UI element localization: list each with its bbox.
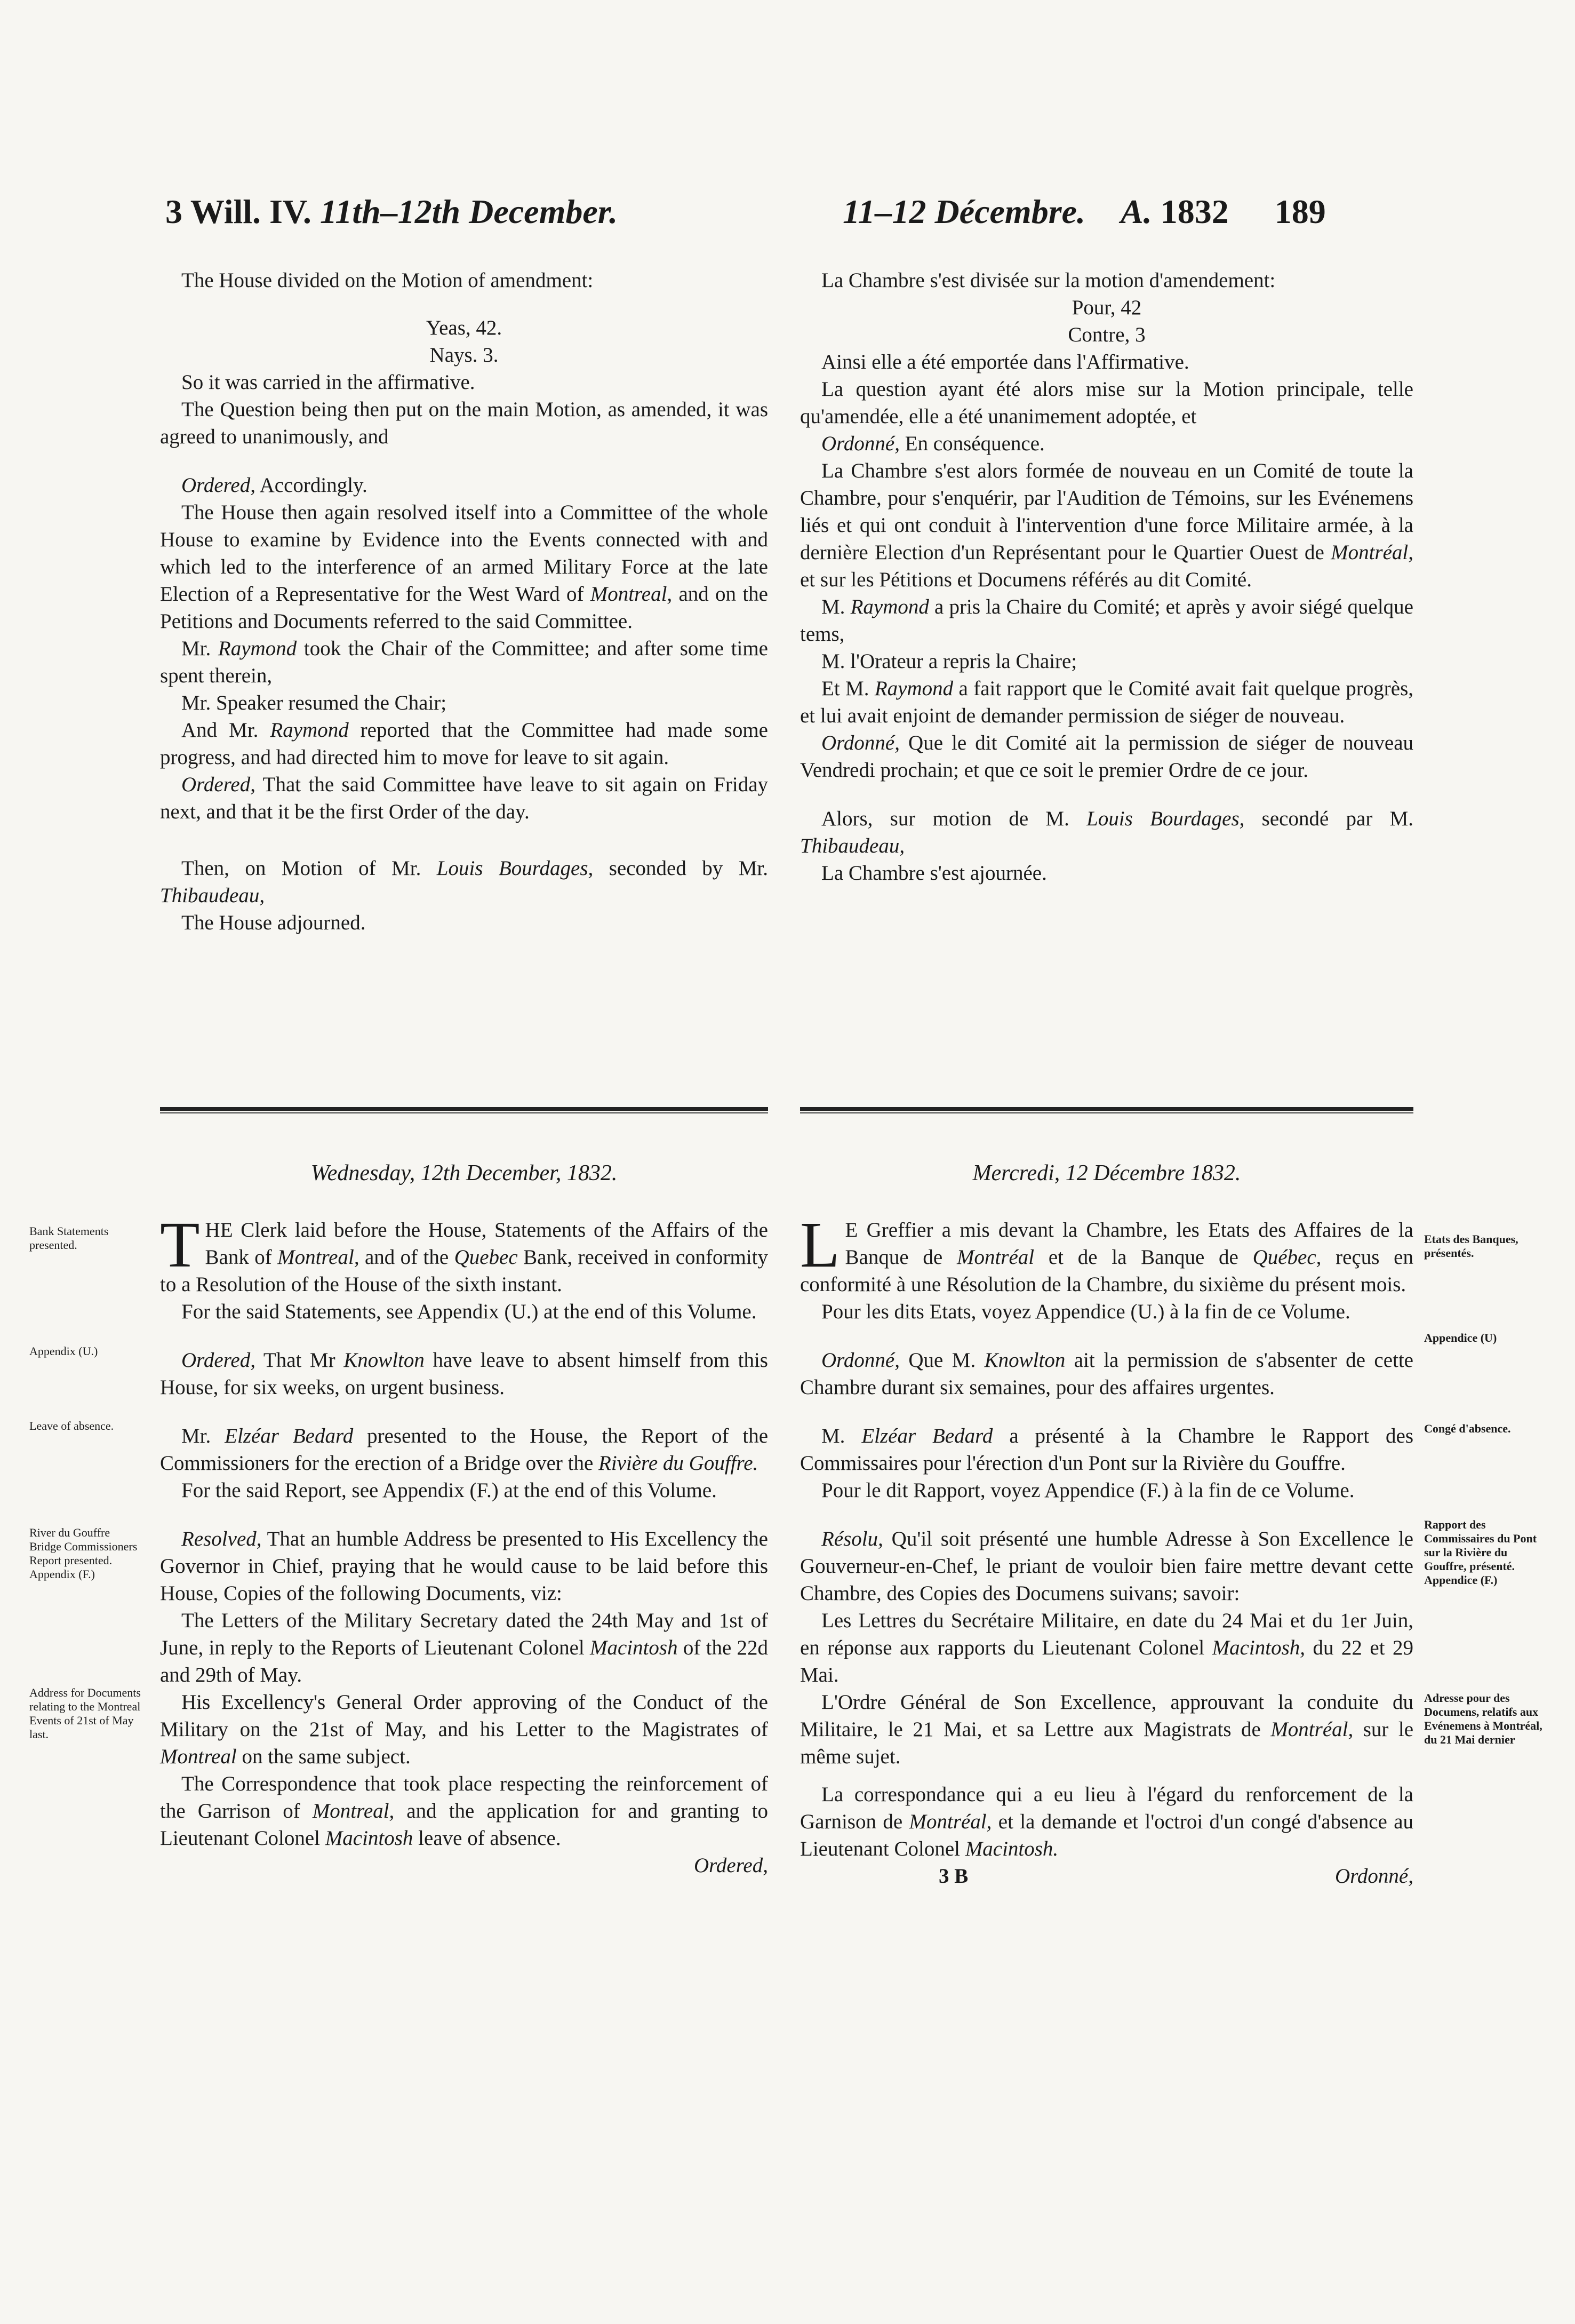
session-label: 3 Will. IV.: [165, 193, 311, 230]
bank-statements-paragraph: THE Clerk laid before the House, Statements of the Affairs of the Bank of Montreal, and of the Quebec Bank, received in conformity to a Resolution of the House of the sixth instant.: [160, 1209, 768, 1296]
carried-text-fr: Ainsi elle a été emportée dans l'Affirmative.: [821, 351, 1189, 373]
nays-count: Nays. 3.: [429, 344, 499, 367]
main-motion-text: The Question being then put on the main Motion, as amended, it was agreed to unanimously, and: [160, 398, 768, 448]
header-left: [165, 192, 618, 232]
carried-text: So it was carried in the affirmative.: [181, 371, 475, 394]
adjourn-motion: Then, on Motion of Mr. Louis Bourdages, seconded by Mr. Thibaudeau,: [160, 857, 769, 907]
house-adjourned-fr: La Chambre s'est ajournée.: [821, 862, 1047, 885]
committee-resolution-fr: La Chambre s'est alors formée de nouveau en un Comité de toute la Chambre, pour s'enquérir, par l'Audition de Témoins, sur les Evénemens liés et qui ont conduit à l'intervention d'une force Militaire armée, à la dernière Election d'un Représentant pour le Quartier Ouest de Montréal, et sur les Pétitions et Documens référés au dit Comité.: [800, 459, 1413, 591]
header-year: 1832: [1160, 193, 1229, 230]
dropcap-l: L: [800, 1209, 840, 1281]
ordonne-consequence: Ordonné, En conséquence.: [821, 432, 1045, 455]
division-text-fr: La Chambre s'est divisée sur la motion d'amendement:: [821, 269, 1276, 292]
raymond-chair-fr: M. Raymond a pris la Chaire du Comité; et après y avoir siégé quelque tems,: [800, 595, 1413, 646]
main-motion-text-fr: La question ayant été alors mise sur la Motion principale, telle qu'amendée, elle a été unanimement adoptée, et: [800, 378, 1413, 428]
french-column-day: [800, 1209, 1414, 1890]
raymond-chair: Mr. Raymond took the Chair of the Committee; and after some time spent therein,: [160, 637, 768, 687]
english-date-heading: Wednesday, 12th December, 1832.: [310, 1161, 618, 1185]
knowlton-conge: Ordonné, Que M. Knowlton ait la permission de s'absenter de cette Chambre durant six semaines, pour des affaires urgentes.: [800, 1349, 1413, 1399]
appendice-u-text: Pour les dits Etats, voyez Appendice (U.) à la fin de ce Volume.: [821, 1300, 1350, 1323]
margin-note-conge: Congé d'absence.: [1424, 1422, 1511, 1435]
appendice-f-text: Pour le dit Rapport, voyez Appendice (F.) à la fin de ce Volume.: [821, 1479, 1355, 1502]
anno-label: A.: [1121, 193, 1152, 230]
margin-note-appendice-u: Appendice (U): [1424, 1331, 1497, 1344]
header-right: [843, 192, 1326, 232]
french-date-heading: Mercredi, 12 Décembre 1832.: [972, 1161, 1241, 1185]
document-correspondance: La correspondance qui a eu lieu à l'égard du renforcement de la Garnison de Montréal, et la demande et l'octroi d'un congé d'absence au Lieutenant Colonel Macintosh.: [800, 1783, 1413, 1860]
section-rule-right: [800, 1107, 1413, 1113]
committee-resolution: The House then again resolved itself into a Committee of the whole House to examine by Evidence into the Events connected with and which led to the interference of an armed Military Force at the late Election of a Representative for the West Ward of Montreal, and on the Petitions and Documents referred to the said Committee.: [160, 501, 768, 633]
catchword-english: Ordered,: [694, 1854, 768, 1877]
raymond-report: And Mr. Raymond reported that the Committee had made some progress, and had directed him to move for leave to sit again.: [160, 719, 768, 769]
document-correspondence: The Correspondence that took place respecting the reinforcement of the Garrison of Montreal, and the application for and granting to Lieutenant Colonel Macintosh leave of absence.: [160, 1772, 768, 1850]
document-lettres: Les Lettres du Secrétaire Militaire, en date du 24 Mai et du 1er Juin, en réponse aux rapports du Lieutenant Colonel Macintosh, du 22 et 29 Mai.: [800, 1609, 1413, 1686]
leave-to-sit-fr: Ordonné, Que le dit Comité ait la permission de siéger de nouveau Vendredi prochain; et que ce soit le premier Ordre de ce jour.: [800, 731, 1413, 782]
document-letters: The Letters of the Military Secretary dated the 24th May and 1st of June, in reply to the Reports of Lieutenant Colonel Macintosh of the 22d and 29th of May.: [160, 1609, 768, 1686]
french-column-top: [800, 267, 1413, 887]
speaker-resumed: Mr. Speaker resumed the Chair;: [181, 691, 447, 714]
signature-mark: 3 B: [939, 1865, 969, 1888]
leave-to-sit: Ordered, That the said Committee have leave to sit again on Friday next, and that it be the first Order of the day.: [160, 773, 768, 823]
adjourn-motion-fr: Alors, sur motion de M. Louis Bourdages, secondé par M. Thibaudeau,: [800, 807, 1413, 857]
margin-note-rapport: Rapport des Commissaires du Pont sur la Rivière du Gouffre, présenté. Appendice (F.): [1424, 1518, 1537, 1587]
section-rule-left: [160, 1107, 768, 1113]
appendix-u-text: For the said Statements, see Appendix (U.) at the end of this Volume.: [181, 1300, 757, 1323]
ordered-accordingly: Ordered, Accordingly.: [181, 474, 367, 497]
address-resolution: Resolved, That an humble Address be presented to His Excellency the Governor in Chief, praying that he would cause to be laid before this House, Copies of the following Documents, viz:: [160, 1527, 768, 1605]
orateur-chair: M. l'Orateur a repris la Chaire;: [821, 650, 1077, 673]
adresse-resolution: Résolu, Qu'il soit présenté une humble Adresse à Son Excellence le Gouverneur-en-Chef, le priant de vouloir bien faire mettre devant cette Chambre, des Copies des Documens suivans; savoir:: [800, 1527, 1413, 1605]
english-column-top: [160, 267, 768, 936]
margin-note-bank-statements: Bank Statements presented.: [29, 1224, 109, 1252]
bank-statements-paragraph-fr: L E Greffier a mis devant la Chambre, les Etats des Affaires de la Banque de Montréal et de la Banque de Québec, reçus en conformité à une Résolution de la Chambre, du sixième du présent mois.: [800, 1209, 1413, 1296]
footer-line-fr: [800, 1863, 1413, 1890]
knowlton-leave: Ordered, That Mr Knowlton have leave to absent himself from this House, for six weeks, on urgent business.: [160, 1349, 768, 1399]
document-general-order: His Excellency's General Order approving of the Conduct of the Military on the 21st of May, and his Letter to the Magistrates of Montreal on the same subject.: [160, 1691, 768, 1768]
contre-count: Contre, 3: [1068, 323, 1146, 346]
header-right-dates: 11–12 Décembre.: [843, 193, 1085, 230]
english-column-day: [160, 1209, 769, 1879]
margin-note-address: Address for Documents relating to the Montreal Events of 21st of May last.: [29, 1686, 141, 1741]
appendix-f-text: For the said Report, see Appendix (F.) at the end of this Volume.: [181, 1479, 717, 1502]
dropcap-t: T: [160, 1209, 200, 1281]
header-left-dates: 11th–12th December.: [319, 193, 618, 230]
margin-note-appendix-u: Appendix (U.): [29, 1344, 98, 1358]
division-text: The House divided on the Motion of amendment:: [181, 269, 594, 292]
margin-note-leave: Leave of absence.: [29, 1419, 114, 1432]
pour-count: Pour, 42: [1072, 296, 1142, 319]
bedard-rapport: M. Elzéar Bedard a présenté à la Chambre le Rapport des Commissaires pour l'érection d'un Pont sur la Rivière du Gouffre.: [800, 1424, 1414, 1475]
page-number: 189: [1274, 193, 1326, 230]
raymond-report-fr: Et M. Raymond a fait rapport que le Comité avait fait quelque progrès, et lui avait enjoint de demander permission de siéger de nouveau.: [800, 677, 1413, 727]
margin-note-adresse: Adresse pour des Documens, relatifs aux Evénemens à Montréal, du 21 Mai dernier: [1424, 1691, 1542, 1746]
margin-note-etats: Etats des Banques, présentés.: [1424, 1232, 1518, 1260]
catchword-french: Ordonné,: [1335, 1865, 1413, 1888]
house-adjourned: The House adjourned.: [181, 911, 366, 934]
margin-note-bridge: River du Gouffre Bridge Commissioners Report presented. Appendix (F.): [29, 1526, 138, 1581]
document-ordre-general: L'Ordre Général de Son Excellence, approuvant la conduite du Militaire, le 21 Mai, et sa Lettre aux Magistrats de Montréal, sur le même sujet.: [800, 1691, 1414, 1768]
yeas-count: Yeas, 42.: [426, 316, 502, 339]
bedard-report: Mr. Elzéar Bedard presented to the House, the Report of the Commissioners for the erection of a Bridge over the Rivière du Gouffre.: [160, 1424, 769, 1475]
